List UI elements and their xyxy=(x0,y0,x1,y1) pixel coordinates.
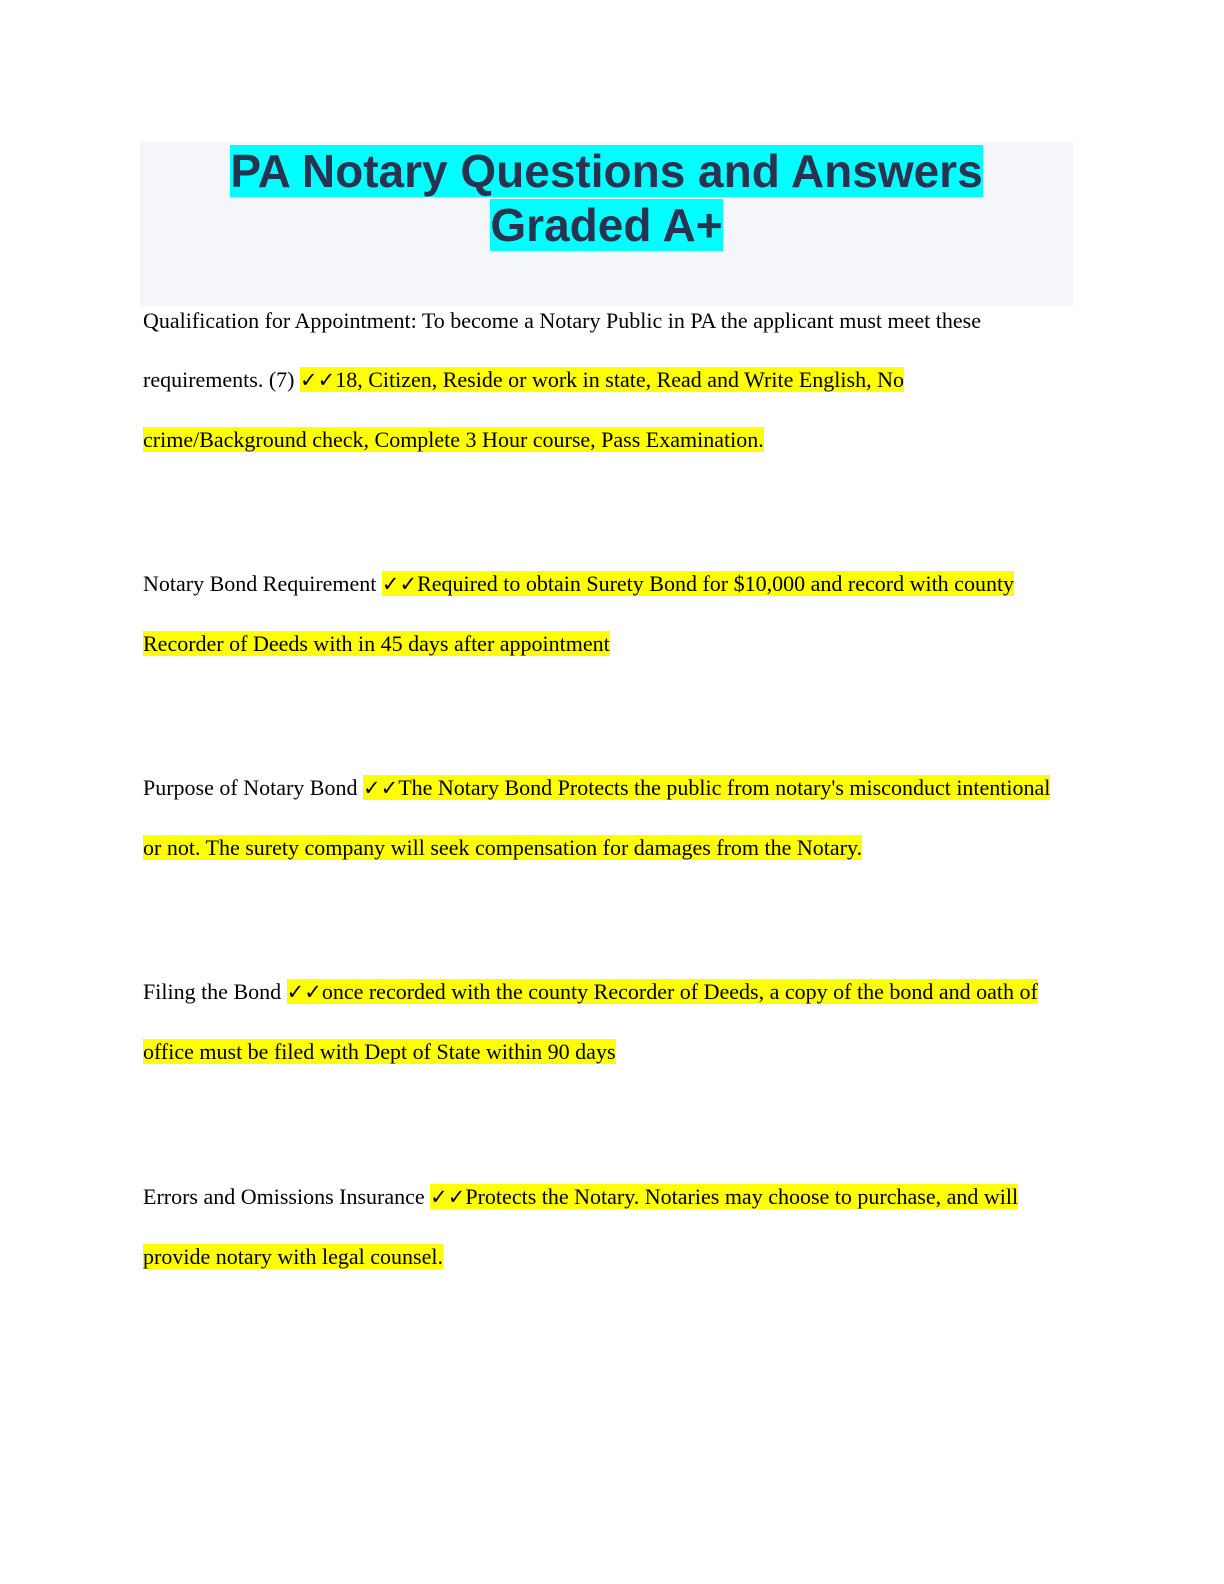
answer-text: Required to obtain Surety Bond for $10,000 and record with county Recorder of Deeds with in 45 days after appointment xyxy=(143,571,1015,656)
question-text: Notary Bond Requirement xyxy=(143,571,377,596)
page-title-grade: Graded A+ xyxy=(490,199,723,251)
answer-text: 18, Citizen, Reside or work in state, Read and Write English, No crime/Background check, Complete 3 Hour course, Pass Examination. xyxy=(143,367,904,452)
double-check-icon: ✓✓ xyxy=(381,572,418,596)
double-check-icon: ✓✓ xyxy=(300,368,336,392)
double-check-icon: ✓✓ xyxy=(430,1185,466,1209)
question-text: Filing the Bond xyxy=(143,979,282,1004)
page-title: PA Notary Questions and Answers xyxy=(230,145,983,197)
answer-text: once recorded with the county Recorder of Deeds, a copy of the bond and oath of office must be filed with Dept of State within 90 days xyxy=(143,979,1038,1064)
double-check-icon: ✓✓ xyxy=(362,776,399,800)
qa-item-qualification xyxy=(143,291,1073,469)
double-check-icon: ✓✓ xyxy=(286,980,322,1004)
qa-item-errors-omissions xyxy=(143,1167,1073,1286)
title-line-2 xyxy=(140,198,1073,252)
question-text: Purpose of Notary Bond xyxy=(143,775,358,800)
question-text: Errors and Omissions Insurance xyxy=(143,1184,425,1209)
qa-item-filing-bond xyxy=(143,962,1073,1081)
title-line-1 xyxy=(140,142,1073,198)
answer-text: Protects the Notary. Notaries may choose to purchase, and will provide notary with legal counsel. xyxy=(143,1184,1019,1269)
qa-item-bond-purpose xyxy=(143,758,1073,877)
title-block xyxy=(140,142,1073,306)
question-text: Qualification for Appointment: To become a Notary Public in PA the applicant must meet these requirements. (7) xyxy=(143,308,981,392)
answer-text: The Notary Bond Protects the public from notary's misconduct intentional or not. The surety company will seek compensation for damages from the Notary. xyxy=(143,775,1051,860)
qa-item-bond-requirement xyxy=(143,554,1073,673)
